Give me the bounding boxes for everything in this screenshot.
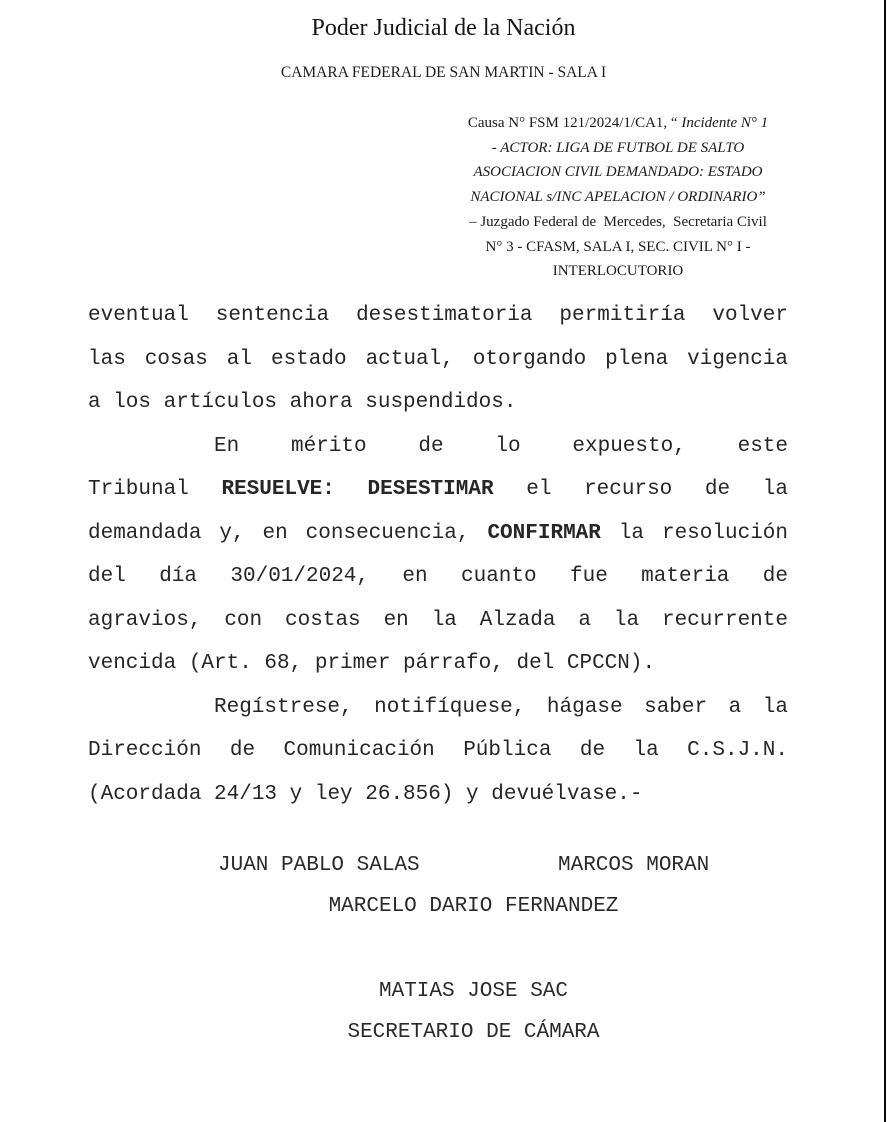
body-line: agravios, con costas en la Alzada a la recurrente <box>88 608 788 632</box>
secretary-name: MATIAS JOSE SAC <box>378 980 569 1003</box>
caption-line-demandado: ASOCIACION CIVIL DEMANDADO: ESTADO <box>473 164 763 181</box>
court-title: Poder Judicial de la Nación <box>311 15 576 41</box>
body-text: el recurso de la <box>493 478 788 501</box>
body-text: demandada y, en consecuencia, <box>88 521 488 545</box>
caption-line-secretaria: N° 3 - CFASM, SALA I, SEC. CIVIL N° I - <box>485 238 751 255</box>
judge-name-salas: JUAN PABLO SALAS <box>218 854 420 877</box>
body-line: eventual sentencia desestimatoria permitiría volver <box>88 304 788 327</box>
body-line: (Acordada 24/13 y ley 26.856) y devuélvase.- <box>88 782 643 806</box>
body-line <box>88 512 788 556</box>
body-text: Tribunal <box>88 478 222 501</box>
body-line: las cosas al estado actual, otorgando plena vigencia <box>88 347 788 371</box>
confirm-keyword: CONFIRMAR <box>487 521 601 545</box>
body-text: la resolución <box>600 521 788 545</box>
body-line <box>88 468 788 512</box>
caption-line-case-number <box>440 111 796 136</box>
resolution-keyword: RESUELVE: DESESTIMAR <box>221 478 494 501</box>
caption-line-actor: - ACTOR: LIGA DE FUTBOL DE SALTO <box>491 139 745 156</box>
body-line: a los artículos ahora suspendidos. <box>88 391 517 414</box>
body-line: Dirección de Comunicación Pública de la C.S.J.N. <box>88 739 788 762</box>
judges-signature-row <box>0 853 887 879</box>
case-caption <box>440 111 796 284</box>
body-line: del día 30/01/2024, en cuanto fue materia de <box>88 565 788 588</box>
caption-line-juzgado: – Juzgado Federal de Mercedes, Secretaria Civil <box>469 213 767 230</box>
body-line: vencida (Art. 68, primer párrafo, del CPCCN). <box>88 652 656 675</box>
judge-name-moran: MARCOS MORAN <box>558 854 710 877</box>
judge-name-fernandez: MARCELO DARIO FERNANDEZ <box>328 895 619 918</box>
body-line: En mérito de lo expuesto, este <box>214 434 788 458</box>
incident-label: Incidente N° 1 <box>681 115 769 131</box>
case-number: Causa N° FSM 121/2024/1/CA1, “ <box>467 115 682 131</box>
body-line: Regístrese, notifíquese, hágase saber a la <box>214 695 788 719</box>
caption-line-materia: NACIONAL s/INC APELACION / ORDINARIO” <box>470 189 766 206</box>
ruling-body <box>88 294 788 816</box>
caption-line-tipo: INTERLOCUTORIO <box>552 263 684 280</box>
scan-edge-artifact <box>884 0 886 1122</box>
secretary-title: SECRETARIO DE CÁMARA <box>347 1021 600 1044</box>
court-subtitle: CAMARA FEDERAL DE SAN MARTIN - SALA I <box>280 64 607 81</box>
